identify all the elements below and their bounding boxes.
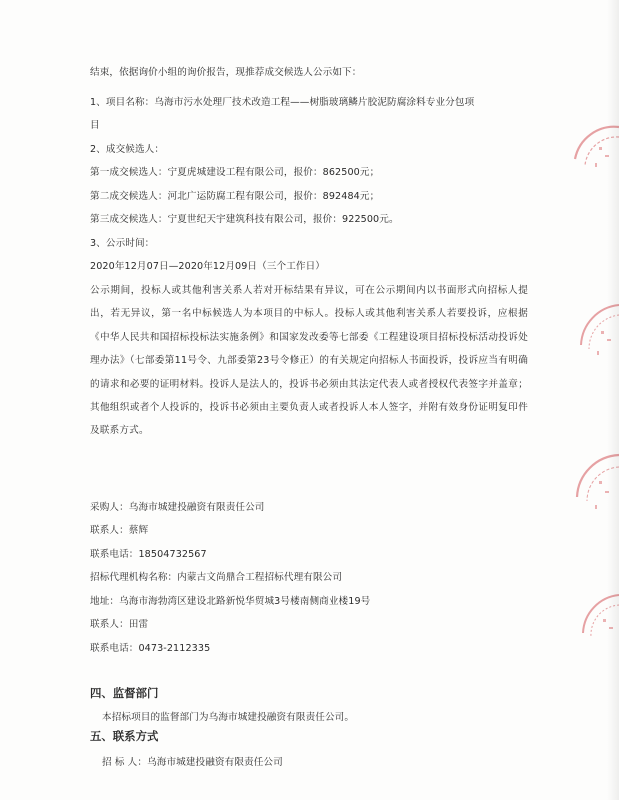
agency-address: 地址：乌海市海勃湾区建设北路新悦华贸城3号楼南侧商业楼19号 <box>90 596 371 607</box>
supervision-text: 本招标项目的监督部门为乌海市城建投融资有限责任公司。 <box>102 712 355 723</box>
purchaser: 采购人：乌海市城建投融资有限责任公司 <box>90 502 265 513</box>
agency-contact: 联系人：田雷 <box>90 619 149 630</box>
intro-line: 结束，依据询价小组的询价报告，现推荐成交候选人公示如下： <box>90 67 362 78</box>
section-four-title: 四、监督部门 <box>90 686 159 700</box>
candidates-heading: 2、成交候选人： <box>90 144 165 155</box>
notice-period-heading: 3、公示时间： <box>90 238 155 249</box>
purchaser-contact: 联系人：蔡辉 <box>90 525 149 536</box>
complaint-notice-paragraph: 公示期间，投标人或其他利害关系人若对开标结果有异议，可在公示期间内以书面形式向招标人提出，若无异议，第一名中标候选人为本项目的中标人。投标人或其他利害关系人若要投诉，应根据《中华人民共和国招标投标法实施条例》和国家发改委等七部委《工程建设项目招标投标活动投诉处理办法》（七部委第11号令、九部委第23号令修正）的有关规定向招标人书面投诉，投诉应当有明确的请求和必要的证明材料。投诉人是法人的，投诉书必须由其法定代表人或者授权代表签字并盖章；其他组织或者个人投诉的，投诉书必须由主要负责人或者投诉人本人签字，并附有效身份证明复印件及联系方式。 <box>90 285 528 437</box>
project-name-line: 1、项目名称：乌海市污水处理厂技术改造工程——树脂玻璃鳞片胶泥防腐涂料专业分包项 <box>90 97 475 108</box>
first-candidate: 第一成交候选人：宁夏虎城建设工程有限公司，报价：862500元； <box>90 167 380 178</box>
tenderer-line: 招 标 人：乌海市城建投融资有限责任公司 <box>102 757 283 768</box>
page-edge-shadow <box>607 0 619 800</box>
section-five-title: 五、联系方式 <box>90 729 159 743</box>
agency-phone: 联系电话：0473-2112335 <box>90 643 211 654</box>
agency-name: 招标代理机构名称：内蒙古文尚鼎合工程招标代理有限公司 <box>90 572 343 583</box>
purchaser-phone: 联系电话：18504732567 <box>90 549 207 560</box>
notice-period: 2020年12月07日—2020年12月09日（三个工作日） <box>90 261 325 272</box>
second-candidate: 第二成交候选人：河北广运防腐工程有限公司，报价：892484元； <box>90 191 380 202</box>
project-name-continued: 目 <box>90 120 100 131</box>
third-candidate: 第三成交候选人：宁夏世纪天宇建筑科技有限公司，报价：922500元。 <box>90 214 399 225</box>
